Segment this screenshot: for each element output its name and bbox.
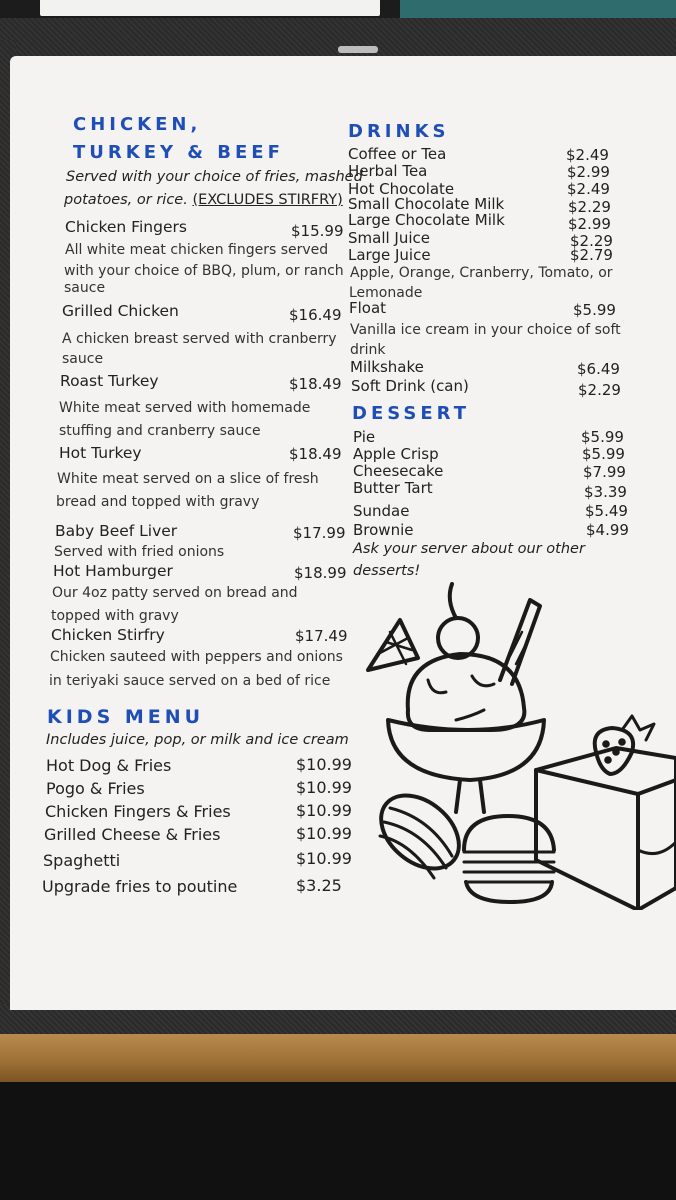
chicken-note-2 <box>64 191 343 209</box>
wafer-stick-icon <box>500 600 540 684</box>
price-hot-turkey: $18.49 <box>289 445 342 463</box>
sundae-bowl-icon <box>388 720 544 780</box>
drink-small-choc-milk: Small Chocolate Milk <box>348 195 505 213</box>
dessert-illustration <box>360 580 676 910</box>
menu-item-roast-turkey: Roast Turkey <box>60 372 159 390</box>
section-title-dessert: DESSERT <box>352 403 470 424</box>
kids-price-spaghetti: $10.99 <box>296 849 352 868</box>
background-paper <box>40 0 380 16</box>
drink-large-juice: Large Juice <box>348 246 431 264</box>
dessert-apple-crisp: Apple Crisp <box>353 445 439 463</box>
drink-large-choc-milk: Large Chocolate Milk <box>348 211 505 229</box>
price-grilled-chicken: $16.49 <box>289 306 342 324</box>
drink-price-small-juice: $2.29 <box>570 232 613 250</box>
desc-roast-turkey-1: White meat served with homemade <box>59 400 311 416</box>
dessert-butter-tart: Butter Tart <box>353 479 433 497</box>
drink-herbal-tea: Herbal Tea <box>348 162 428 180</box>
dessert-price-brownie: $4.99 <box>586 521 629 539</box>
price-chicken-stirfry: $17.49 <box>295 627 348 645</box>
dessert-brownie: Brownie <box>353 521 414 539</box>
kids-item-grilled-cheese: Grilled Cheese & Fries <box>44 825 221 844</box>
desc-chicken-stirfry-2: in teriyaki sauce served on a bed of rice <box>49 673 331 689</box>
strawberry-icon <box>595 716 654 774</box>
dessert-price-pie: $5.99 <box>581 428 624 446</box>
drink-price-herbal-tea: $2.99 <box>567 163 610 181</box>
drink-price-milkshake: $6.49 <box>577 360 620 378</box>
dessert-cheesecake: Cheesecake <box>353 462 444 480</box>
menu-item-baby-beef-liver: Baby Beef Liver <box>55 522 178 540</box>
dessert-note-2: desserts! <box>353 563 421 579</box>
drink-coffee-tea: Coffee or Tea <box>348 145 447 163</box>
scoop-lines <box>428 676 494 720</box>
desc-hot-turkey-1: White meat served on a slice of fresh <box>57 471 319 487</box>
kids-item-spaghetti: Spaghetti <box>43 851 121 870</box>
desc-chicken-fingers-2: with your choice of BBQ, plum, or ranch <box>64 263 344 279</box>
drink-price-small-choc-milk: $2.29 <box>568 198 611 216</box>
dessert-sundae: Sundae <box>353 502 410 520</box>
kids-item-chicken-fingers: Chicken Fingers & Fries <box>45 802 231 821</box>
float-desc-2: drink <box>350 342 386 358</box>
section-title-chicken: CHICKEN, <box>73 114 202 135</box>
desc-hot-hamburger-1: Our 4oz patty served on bread and <box>52 585 298 601</box>
bowl-stem <box>456 780 484 812</box>
price-baby-beef-liver: $17.99 <box>293 524 346 542</box>
kids-price-chicken-fingers: $10.99 <box>296 801 352 820</box>
kids-note: Includes juice, pop, or milk and ice cream <box>46 732 349 748</box>
kids-item-pogo: Pogo & Fries <box>46 779 145 798</box>
floor <box>0 1082 676 1200</box>
juice-options-1: Apple, Orange, Cranberry, Tomato, or <box>350 265 613 281</box>
drink-price-large-choc-milk: $2.99 <box>568 215 611 233</box>
drink-price-large-juice: $2.79 <box>570 246 613 264</box>
drink-milkshake: Milkshake <box>350 358 424 376</box>
drink-price-float: $5.99 <box>573 301 616 319</box>
dessert-note-1: Ask your server about our other <box>353 541 585 557</box>
menu-item-hot-hamburger: Hot Hamburger <box>53 562 173 580</box>
chicken-note: Served with your choice of fries, mashed <box>66 169 363 185</box>
menu-item-chicken-fingers: Chicken Fingers <box>65 218 187 236</box>
kids-item-hot-dog: Hot Dog & Fries <box>46 756 172 775</box>
menu-item-grilled-chicken: Grilled Chicken <box>62 302 179 320</box>
dessert-price-apple-crisp: $5.99 <box>582 445 625 463</box>
chicken-note-excludes: (EXCLUDES STIRFRY) <box>192 192 343 208</box>
desc-baby-beef-liver: Served with fried onions <box>54 544 225 560</box>
drink-price-soft-drink: $2.29 <box>578 381 621 399</box>
desc-hot-turkey-2: bread and topped with gravy <box>56 494 260 510</box>
float-desc-1: Vanilla ice cream in your choice of soft <box>350 322 621 338</box>
cherry-stem <box>450 584 456 618</box>
menu-item-chicken-stirfry: Chicken Stirfry <box>51 626 165 644</box>
kids-item-poutine-upgrade: Upgrade fries to poutine <box>42 877 238 896</box>
price-roast-turkey: $18.49 <box>289 375 342 393</box>
section-title-kids: KIDS MENU <box>47 706 205 728</box>
desc-chicken-stirfry-1: Chicken sauteed with peppers and onions <box>50 649 343 665</box>
chicken-note-2a: potatoes, or rice. <box>64 192 188 208</box>
dessert-price-cheesecake: $7.99 <box>583 463 626 481</box>
kids-price-pogo: $10.99 <box>296 778 352 797</box>
price-hot-hamburger: $18.99 <box>294 564 347 582</box>
kids-price-poutine-upgrade: $3.25 <box>296 876 342 895</box>
desc-hot-hamburger-2: topped with gravy <box>51 608 179 624</box>
drink-float: Float <box>349 299 387 317</box>
dessert-price-sundae: $5.49 <box>585 502 628 520</box>
drink-price-hot-chocolate: $2.49 <box>567 180 610 198</box>
kids-price-hot-dog: $10.99 <box>296 755 352 774</box>
dessert-pie: Pie <box>353 428 376 446</box>
kids-price-grilled-cheese: $10.99 <box>296 824 352 843</box>
price-chicken-fingers: $15.99 <box>291 222 344 240</box>
desc-chicken-fingers-1: All white meat chicken fingers served <box>65 242 329 258</box>
binder-ring <box>338 46 378 53</box>
desc-grilled-chicken-2: sauce <box>62 351 104 367</box>
macaron-right-icon <box>464 816 554 902</box>
desc-chicken-fingers-3: sauce <box>64 280 106 296</box>
cherry-icon <box>438 618 478 658</box>
dessert-price-butter-tart: $3.39 <box>584 483 627 501</box>
drink-soft-drink: Soft Drink (can) <box>351 377 469 395</box>
drink-price-coffee-tea: $2.49 <box>566 146 609 164</box>
section-title-drinks: DRINKS <box>348 121 450 142</box>
menu-item-hot-turkey: Hot Turkey <box>59 444 142 462</box>
section-title-chicken-line2: TURKEY & BEEF <box>73 142 284 163</box>
desc-grilled-chicken-1: A chicken breast served with cranberry <box>62 331 337 347</box>
table-edge <box>0 1034 676 1082</box>
drink-small-juice: Small Juice <box>348 229 431 247</box>
drink-hot-chocolate: Hot Chocolate <box>348 180 455 198</box>
juice-options-2: Lemonade <box>349 285 423 301</box>
desc-roast-turkey-2: stuffing and cranberry sauce <box>59 423 261 439</box>
